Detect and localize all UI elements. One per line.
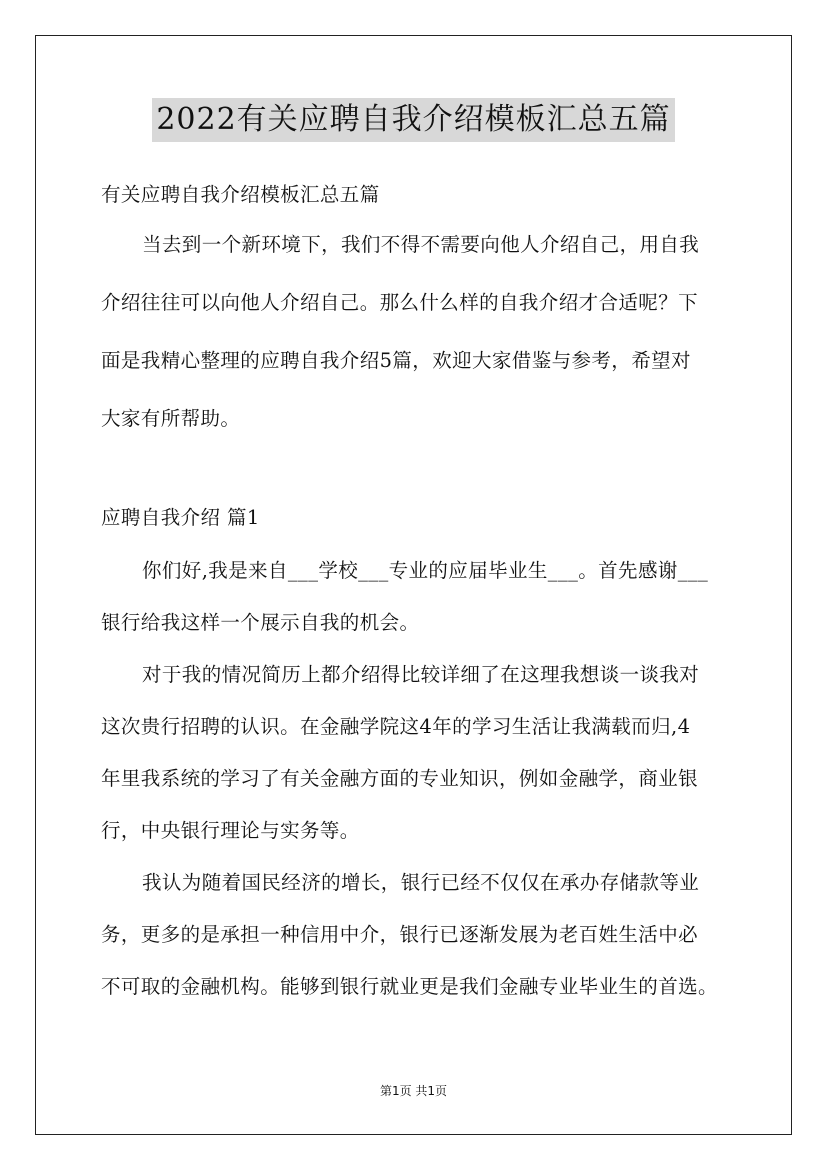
paragraph-line: 你们好,我是来自___学校___专业的应届毕业生___。首先感谢___ (142, 559, 709, 582)
intro-paragraph (101, 230, 729, 462)
paragraph-line: 不可取的金融机构。能够到银行就业更是我们金融专业毕业生的首选。 (101, 975, 718, 998)
paragraph-line: 面是我精心整理的应聘自我介绍5篇，欢迎大家借鉴与参考，希望对 (101, 349, 691, 372)
paragraph-line: 务，更多的是承担一种信用中介，银行已逐渐发展为老百姓生活中必 (101, 923, 699, 946)
paragraph-line: 银行给我这样一个展示自我的机会。 (101, 611, 420, 634)
paragraph-line: 介绍往往可以向他人介绍自己。那么什么样的自我介绍才合适呢？下 (101, 291, 699, 314)
document-subtitle: 有关应聘自我介绍模板汇总五篇 (101, 183, 380, 206)
title-container (0, 98, 827, 142)
paragraph-line: 对于我的情况简历上都介绍得比较详细了在这理我想谈一谈我对 (142, 663, 700, 686)
paragraph-line: 这次贵行招聘的认识。在金融学院这4年的学习生活让我满载而归,4 (101, 715, 691, 738)
paragraph-line: 大家有所帮助。 (101, 407, 241, 430)
paragraph-line: 我认为随着国民经济的增长，银行已经不仅仅在承办存储款等业 (142, 871, 700, 894)
section-heading: 应聘自我介绍 篇1 (101, 506, 260, 529)
document-title: 2022有关应聘自我介绍模板汇总五篇 (152, 98, 674, 142)
paragraph-line: 行，中央银行理论与实务等。 (101, 819, 360, 842)
paragraph-line: 当去到一个新环境下，我们不得不需要向他人介绍自己，用自我 (142, 233, 700, 256)
page-footer: 第1页 共1页 (379, 1084, 448, 1098)
section-body (101, 556, 729, 1024)
paragraph-line: 年里我系统的学习了有关金融方面的专业知识，例如金融学，商业银 (101, 767, 699, 790)
